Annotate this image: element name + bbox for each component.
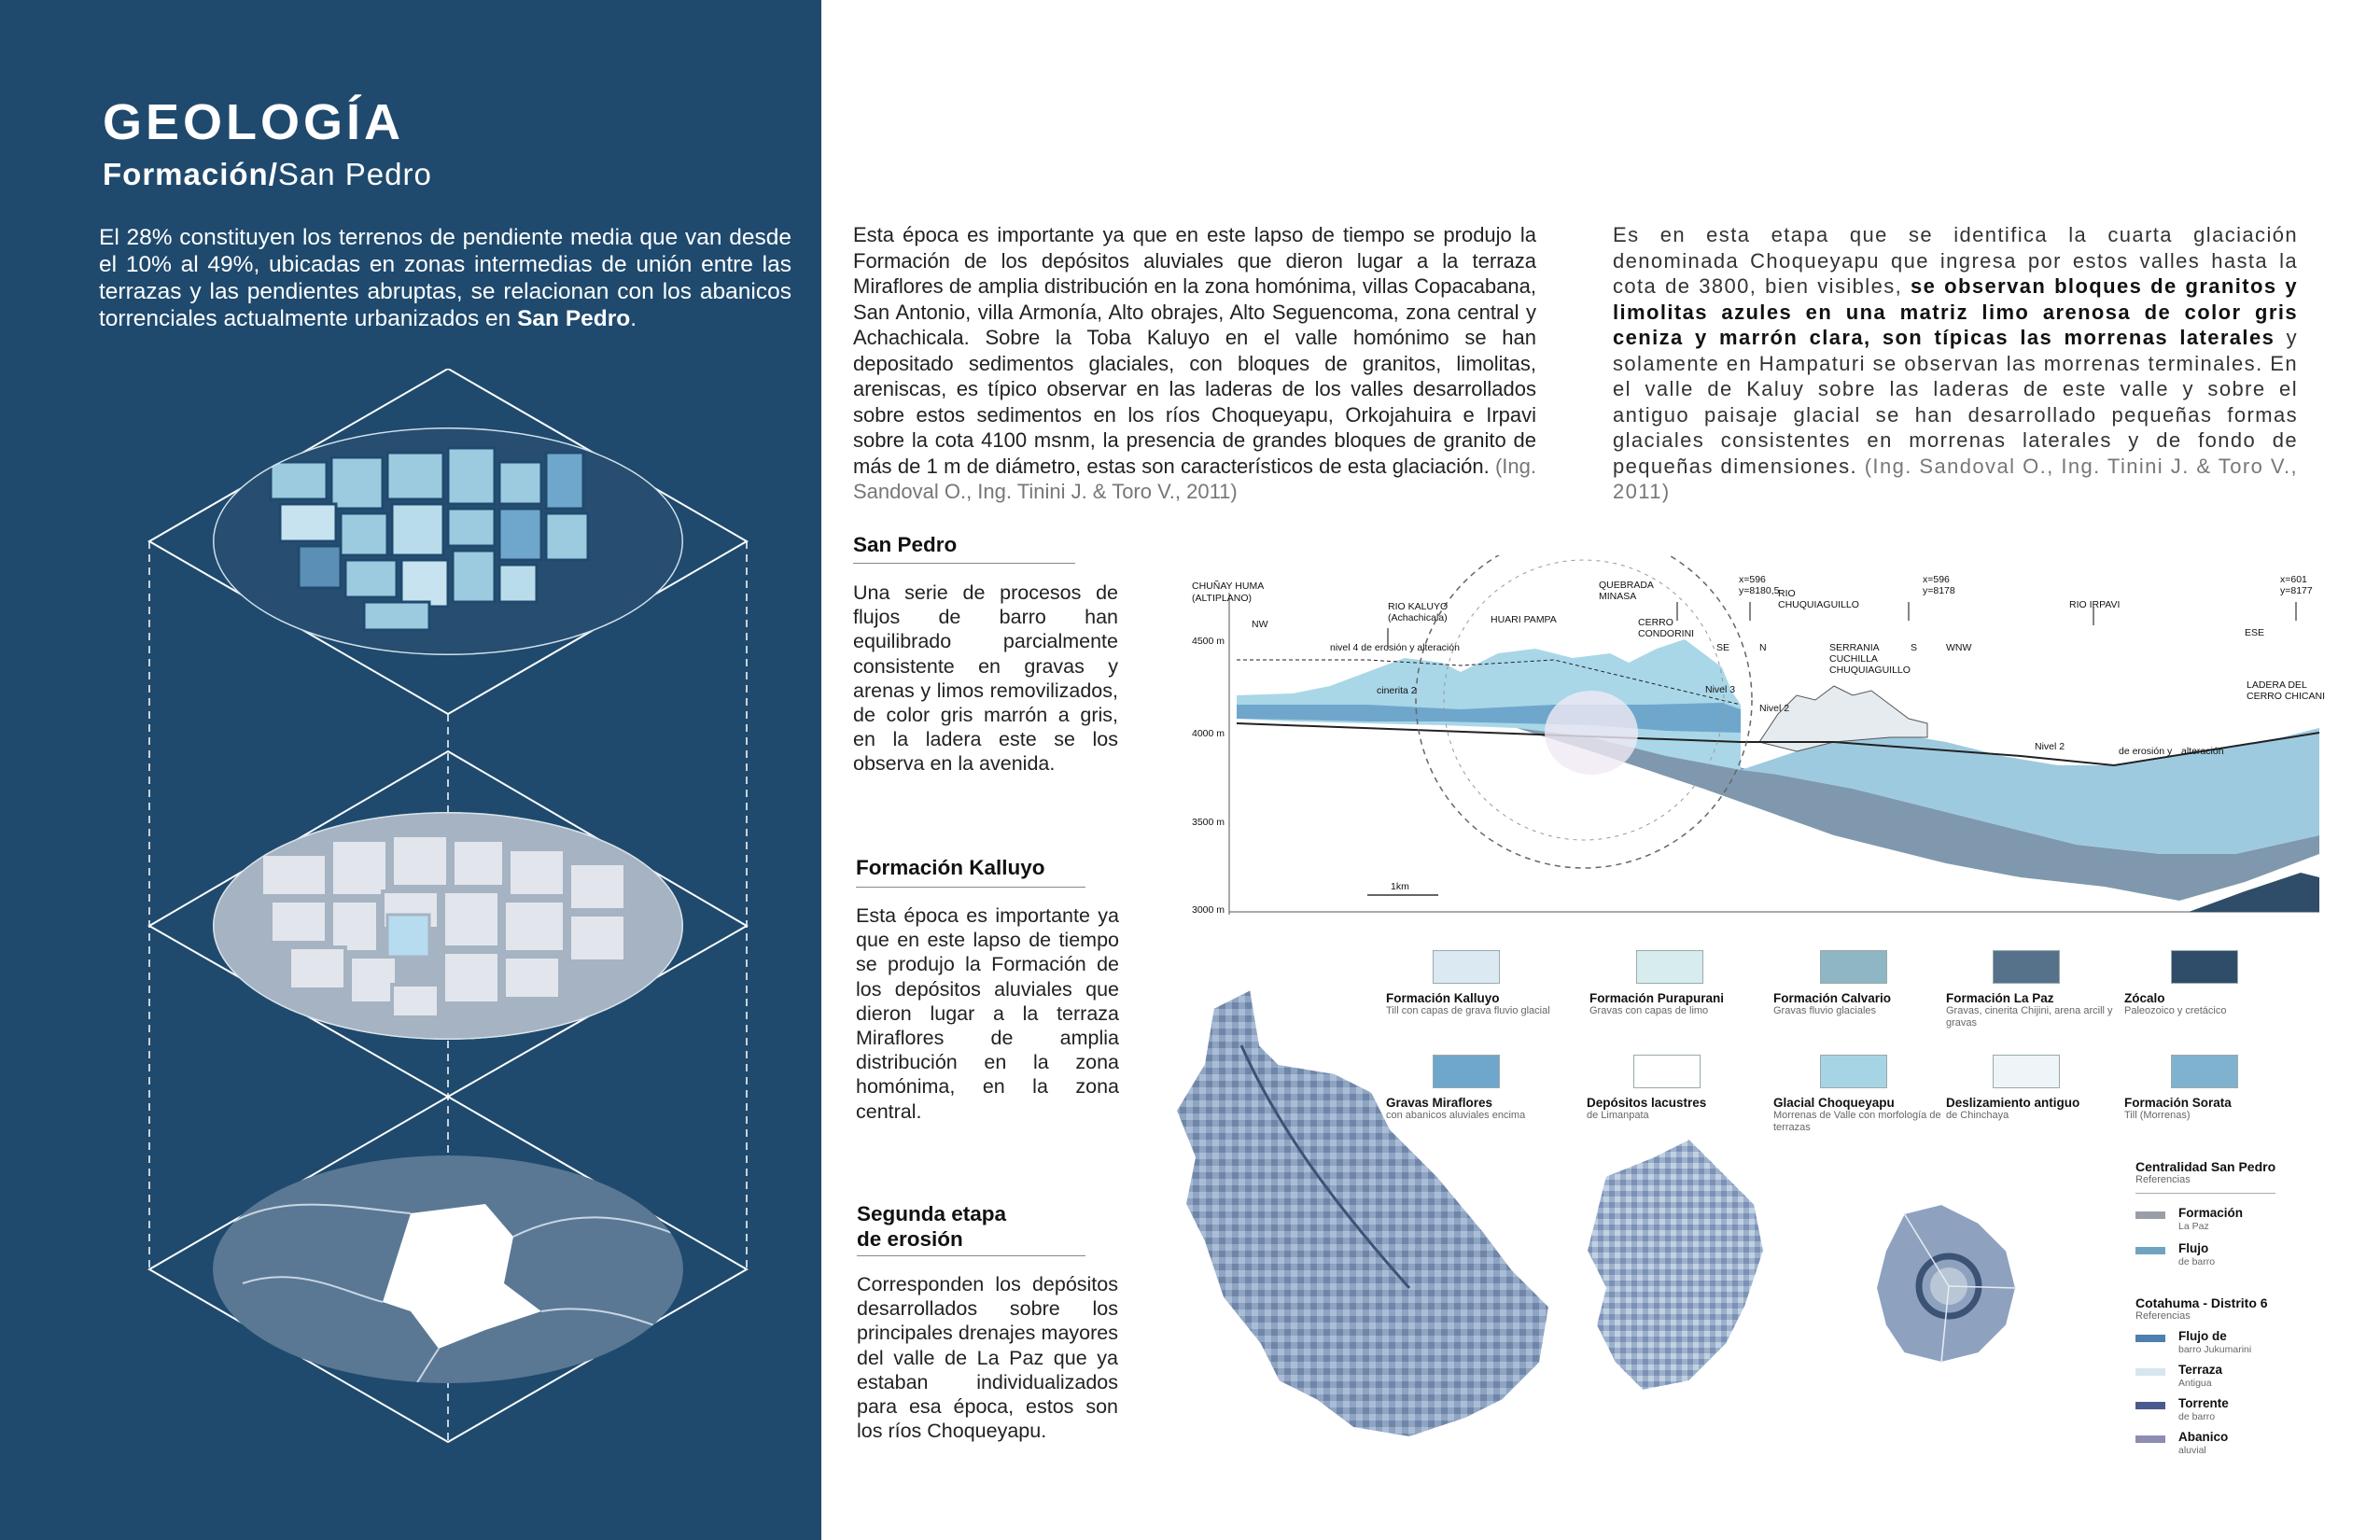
label-chuqui2: CHUQUIAGUILLO xyxy=(1829,665,1911,676)
legend-subtitle: Paleozoico y cretácico xyxy=(2124,1005,2227,1016)
label-achachicala: (Achachicala) xyxy=(1388,612,1448,623)
legend-title: Deslizamiento antiguo xyxy=(1946,1096,2080,1110)
label-ladera1: LADERA DEL xyxy=(2247,679,2307,691)
label-y3: y=8177 xyxy=(2280,585,2313,596)
elev-3500: 3500 m xyxy=(1192,817,1225,828)
label-rio-irpavi: RIO IRPAVI xyxy=(2069,599,2121,610)
column-3-citation: (Ing. Sandoval O., Ing. Tinini J. & Toro V., 2011) xyxy=(1613,454,2298,503)
label-cerro: CERRO xyxy=(1638,617,1673,628)
intro-paragraph xyxy=(99,224,791,332)
left-panel xyxy=(0,0,821,1540)
legend-title: Zócalo xyxy=(2124,991,2165,1005)
district-maps xyxy=(1167,989,2109,1465)
page-title: GEOLOGÍA xyxy=(103,94,405,150)
column-2-paragraph xyxy=(853,222,1536,505)
section-heading-kalluyo: Formación Kalluyo xyxy=(856,856,1045,879)
column-3-text-a: Es en esta etapa que se identifica la cuarta glaciación denominada Choqueyapu que ingresa por estos valles hasta la cota de 3800, bien visibles, xyxy=(1613,223,2298,298)
ref-sub-text: Referencias xyxy=(2135,1310,2191,1322)
label-y2: y=8178 xyxy=(1923,585,1955,596)
label-s: S xyxy=(1911,642,1918,653)
label-chuqui: CHUQUIAGUILLO xyxy=(1778,599,1859,610)
ref-title-text: Centralidad San Pedro xyxy=(2135,1159,2276,1174)
legend-item xyxy=(2124,1055,2311,1122)
reference-swatch xyxy=(2135,1335,2165,1342)
ref-title-text: Cotahuma - Distrito 6 xyxy=(2135,1295,2268,1310)
legend-subtitle: Till (Morrenas) xyxy=(2124,1110,2191,1121)
column-3-text-b: y solamente en Hampaturi se observan las morrenas terminales. En el valle de Kaluy sobre las laderas de este valle y sobre el antiguo paisaje glacial se han desarrollado pequeñas formas glaciales consistentes en morrenas laterales y de fondo de pequeñas dimensiones. xyxy=(1613,326,2298,478)
label-y1: y=8180,5 xyxy=(1739,585,1780,596)
legend-swatch xyxy=(2171,950,2238,984)
legend-title: Formación Sorata xyxy=(2124,1096,2232,1110)
reference-item xyxy=(2135,1363,2222,1391)
column-3-paragraph xyxy=(1613,222,2298,505)
label-minasa: MINASA xyxy=(1599,591,1637,602)
label-wnw: WNW xyxy=(1946,642,1972,653)
label-ladera2: CERRO CHICANI xyxy=(2247,691,2326,702)
label-nivel3: Nivel 3 xyxy=(1705,684,1736,695)
reference-label: Abanico aluvial xyxy=(2178,1430,2229,1456)
label-rio-kaluyo: RIO KALUYO xyxy=(1388,601,1449,612)
legend-subtitle: Till con capas de grava fluvio glacial xyxy=(1386,1005,1550,1016)
section-rule xyxy=(853,563,1075,564)
section-rule xyxy=(856,887,1085,888)
heading-line-2: de erosión xyxy=(857,1227,963,1251)
map-cotahuma xyxy=(1587,1139,1764,1391)
label-ese: ESE xyxy=(2245,627,2265,638)
subtitle-bold: Formación/ xyxy=(103,157,278,191)
reference-label: Terraza Antigua xyxy=(2178,1363,2223,1389)
legend-subtitle: Gravas, cinerita Chijini, arena arcill y gravas xyxy=(1946,1005,2113,1029)
legend-subtitle: Gravas con capas de limo xyxy=(1589,1005,1709,1016)
legend-item xyxy=(2124,950,2311,1017)
section-heading-san-pedro: San Pedro xyxy=(853,533,958,556)
legend-title: Formación Calvario xyxy=(1773,991,1892,1005)
label-nivel2a: Nivel 2 xyxy=(1759,703,1790,714)
geologic-cross-section xyxy=(1181,555,2329,919)
label-alteracion: alteración xyxy=(2181,746,2224,757)
legend-swatch xyxy=(1993,950,2060,984)
references-rule xyxy=(2135,1193,2275,1194)
label-n: N xyxy=(1759,642,1767,653)
page-subtitle xyxy=(103,157,432,192)
reference-swatch xyxy=(2135,1368,2165,1376)
label-serrania: SERRANIA xyxy=(1829,642,1880,653)
label-x1: x=596 xyxy=(1739,574,1766,585)
label-x2: x=596 xyxy=(1923,574,1950,585)
reference-item xyxy=(2135,1329,2251,1357)
legend-subtitle: Gravas fluvio glaciales xyxy=(1773,1005,1877,1016)
column-3-text-bold: se observan bloques de granitos y limolitas azules en una matriz limo arenosa de color gris ceniza y marrón clara, son típicas las morrenas laterales xyxy=(1613,274,2298,349)
intro-text: El 28% constituyen los terrenos de pendiente media que van desde el 10% al 49%, ubicadas en zonas intermedias de unión entre las terrazas y las pendientes abruptas, se relacionan con los abanicos torrenciales actualmente urbanizados en xyxy=(99,225,791,331)
map-middle xyxy=(213,812,683,1040)
legend-title: Gravas Miraflores xyxy=(1386,1096,1493,1110)
label-chunay: CHUÑAY HUMA xyxy=(1192,581,1265,592)
reference-item xyxy=(2135,1206,2243,1234)
section-heading-segunda-etapa xyxy=(857,1201,1006,1252)
reference-item xyxy=(2135,1430,2228,1458)
legend-title: Formación La Paz xyxy=(1946,991,2054,1005)
reference-swatch xyxy=(2135,1435,2165,1443)
elev-4500: 4500 m xyxy=(1192,636,1225,647)
label-x3: x=601 xyxy=(2280,574,2307,585)
legend-swatch xyxy=(1820,950,1887,984)
map-top xyxy=(213,427,683,655)
reference-label: Flujo de barro Jukumarini xyxy=(2178,1329,2252,1355)
legend-title: Glacial Choqueyapu xyxy=(1773,1096,1895,1110)
legend-title: Depósitos lacustres xyxy=(1587,1096,1707,1110)
legend-swatch xyxy=(1636,950,1703,984)
legend-swatch xyxy=(1433,950,1500,984)
reference-swatch xyxy=(2135,1211,2165,1219)
elev-3000: 3000 m xyxy=(1192,904,1225,916)
references-group-1-title xyxy=(2135,1159,2275,1185)
reference-item xyxy=(2135,1396,2229,1424)
legend-title: Formación Kalluyo xyxy=(1386,991,1500,1005)
map-san-pedro xyxy=(1176,989,1549,1437)
section-text-kalluyo: Esta época es importante ya que en este lapso de tiempo se produjo la Formación de los depósitos aluviales que dieron lugar a la terraza Miraflores de amplia distribución en la zona homónima, en la zona central. xyxy=(856,904,1119,1123)
label-nivel4: nivel 4 de erosión y alteración xyxy=(1330,642,1460,653)
reference-label: Torrente de barro xyxy=(2178,1396,2229,1422)
intro-bold: San Pedro xyxy=(517,306,631,331)
reference-label: Flujo de barro xyxy=(2178,1241,2216,1267)
legend-subtitle: de Limanpata xyxy=(1587,1110,1649,1121)
isometric-maps-illustration xyxy=(131,369,765,1470)
label-altiplano: (ALTIPLANO) xyxy=(1192,593,1252,604)
label-se: SE xyxy=(1716,642,1730,653)
label-erosion: de erosión y xyxy=(2119,746,2173,757)
ref-sub-text: Referencias xyxy=(2135,1174,2191,1185)
subtitle-rest: San Pedro xyxy=(277,157,432,191)
scale-label: 1km xyxy=(1391,881,1409,892)
legend-subtitle: Morrenas de Valle con morfología de terrazas xyxy=(1773,1110,1941,1133)
reference-item xyxy=(2135,1241,2215,1269)
reference-swatch xyxy=(2135,1247,2165,1254)
legend-swatch xyxy=(2171,1055,2238,1088)
label-nw: NW xyxy=(1252,619,1268,630)
section-rule xyxy=(857,1255,1085,1256)
label-cuchilla: CUCHILLA xyxy=(1829,653,1878,665)
intro-end: . xyxy=(630,306,637,331)
label-huari-pampa: HUARI PAMPA xyxy=(1491,614,1557,625)
reference-swatch xyxy=(2135,1402,2165,1409)
column-2-text: Esta época es importante ya que en este lapso de tiempo se produjo la Formación de los depósitos aluviales que dieron lugar a la terraza Miraflores de amplia distribución en la zona homónima, villas Copacabana, San Antonio, villa Armonía, Alto obrajes, Alto Seguencoma, zona central y Achachicala. Sobre la Toba Kaluyo en el valle homónimo se han depositado sedimentos glaciales, con bloques de granitos, limolitas, areniscas, es típico observar en las laderas de los valles desarrollados sobre estos sedimentos en los ríos Choqueyapu, Orkojahuira e Irpavi sobre la cota 4100 msnm, la presencia de grandes bloques de granito de más de 1 m de diámetro, estas son característicos de esta glaciación. xyxy=(853,223,1536,478)
section-text-san-pedro: Una serie de procesos de flujos de barro han equilibrado parcialmente consistente en gravas y arenas y limos removilizados, de color gris marrón a gris, en la ladera este se los observa en la avenida. xyxy=(853,581,1118,776)
legend-title: Formación Purapurani xyxy=(1589,991,1725,1005)
label-rio-chuqui: RIO xyxy=(1778,588,1796,599)
legend-subtitle: de Chinchaya xyxy=(1946,1110,2009,1121)
reference-label: Formación La Paz xyxy=(2178,1206,2244,1232)
legend-subtitle: con abanicos aluviales encima xyxy=(1386,1110,1526,1121)
elev-4000: 4000 m xyxy=(1192,728,1225,739)
section-text-segunda-etapa: Corresponden los depósitos desarrollados sobre los principales drenajes mayores del valle de La Paz que ya estaban individualizados para esa época, estos son los ríos Choqueyapu. xyxy=(857,1273,1118,1443)
references-group-2-title xyxy=(2135,1295,2268,1322)
heading-line-1: Segunda etapa xyxy=(857,1202,1007,1225)
map-bottom xyxy=(213,1155,691,1405)
column-2-citation: (Ing. Sandoval O., Ing. Tinini J. & Toro V., 2011) xyxy=(853,454,1536,503)
label-quebrada: QUEBRADA xyxy=(1599,580,1654,591)
label-condorini: CONDORINI xyxy=(1638,628,1695,639)
label-cinerita: cinerita 2 xyxy=(1377,685,1417,696)
label-nivel2b: Nivel 2 xyxy=(2035,741,2065,752)
